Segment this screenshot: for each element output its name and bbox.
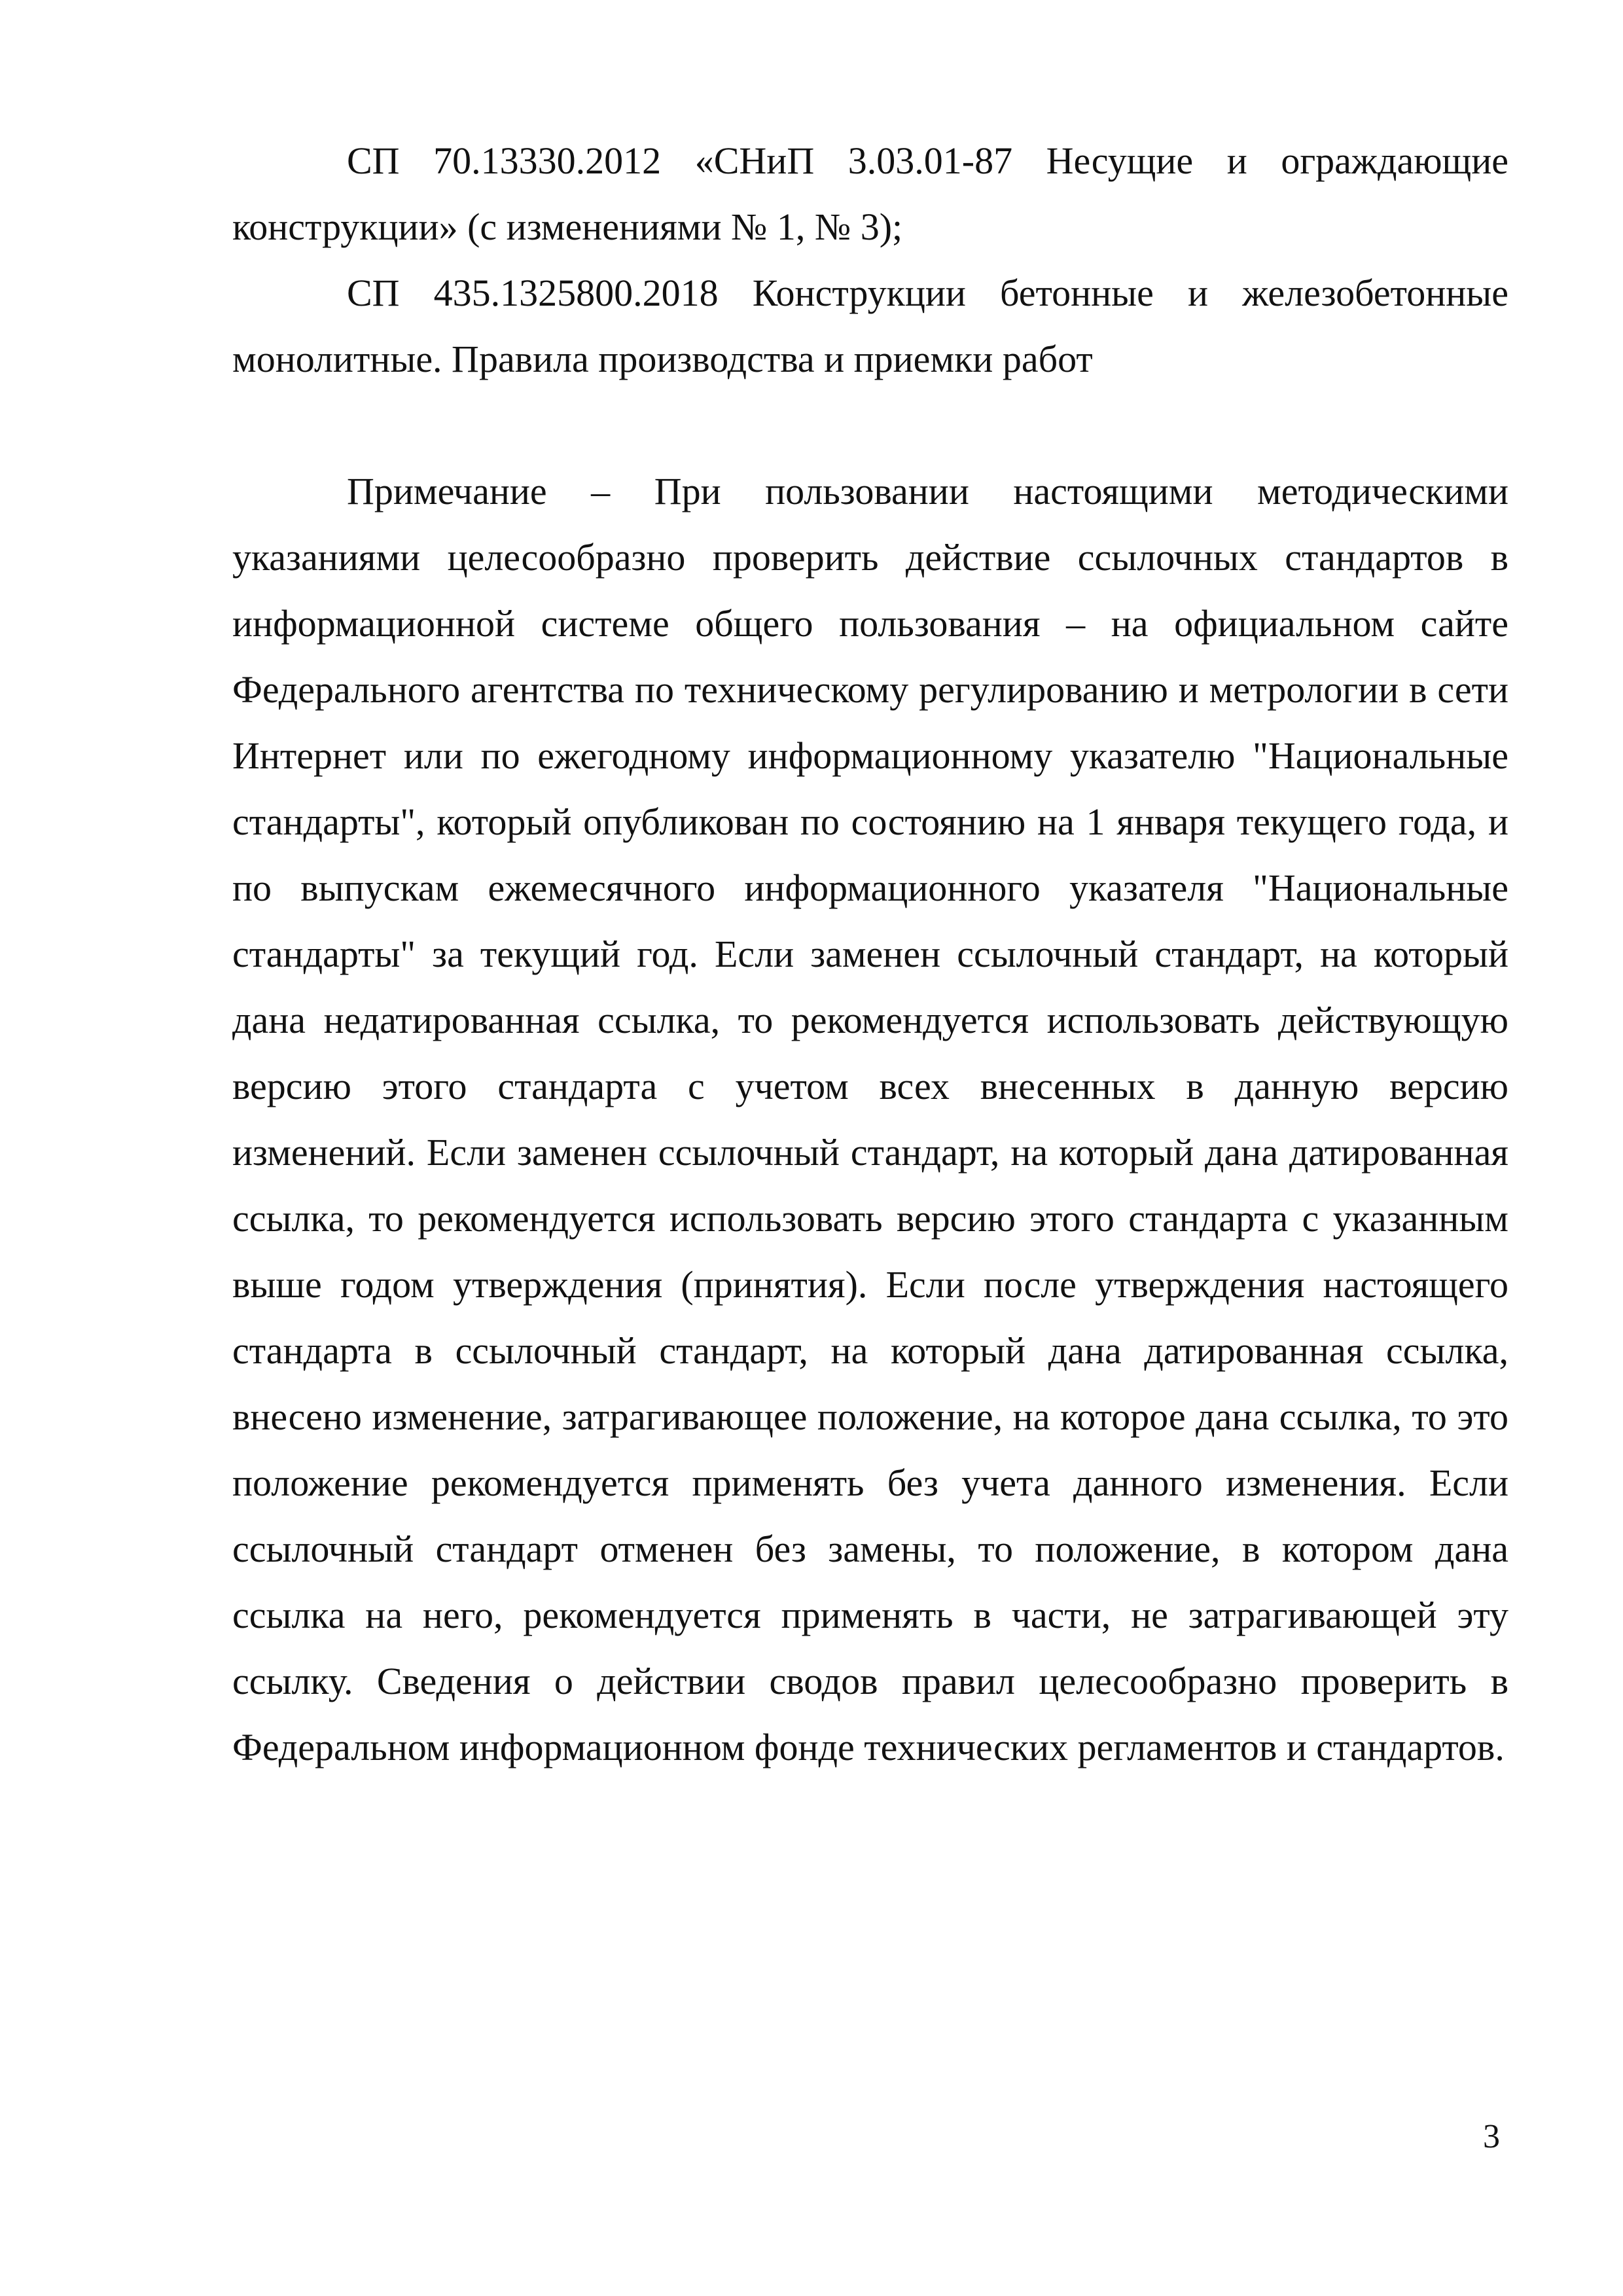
note-paragraph: Примечание – При пользовании настоящими методическими указаниями целесообразно проверить действие ссылочных стандартов в информационной системе общего пользования – на официальном сайте Федерального агентства по техническому регулированию и метрологии в сети Интернет или по ежегодному информационному указателю "Национальные стандарты", который опубликован по состоянию на 1 января текущего года, и по выпускам ежемесячного информационного указателя "Национальные стандарты" за текущий год. Если заменен ссылочный стандарт, на который дана недатированная ссылка, то рекомендуется использовать действующую версию этого стандарта с учетом всех внесенных в данную версию изменений. Если заменен ссылочный стандарт, на который дана датированная ссылка, то рекомендуется использовать версию этого стандарта с указанным выше годом утверждения (принятия). Если после утверждения настоящего стандарта в ссылочный стандарт, на который дана датированная ссылка, внесено изменение, затрагивающее положение, на которое дана ссылка, то это положение рекомендуется применять без учета данного изменения. Если ссылочный стандарт отменен без замены, то положение, в котором дана ссылка на него, рекомендуется применять в части, не затрагивающей эту ссылку. Сведения о действии сводов правил целесообразно проверить в Федеральном информационном фонде технических регламентов и стандартов. <box>232 470 1508 1768</box>
reference-sp-70: СП 70.13330.2012 «СНиП 3.03.01-87 Несущие и ограждающие конструкции» (с изменениями № 1, № 3); <box>232 139 1508 248</box>
paragraph-spacer <box>232 392 1508 458</box>
reference-sp-435: СП 435.1325800.2018 Конструкции бетонные и железобетонные монолитные. Правила производства и приемки работ <box>232 272 1508 380</box>
document-body <box>232 128 1508 1780</box>
page-number: 3 <box>1483 2118 1500 2155</box>
